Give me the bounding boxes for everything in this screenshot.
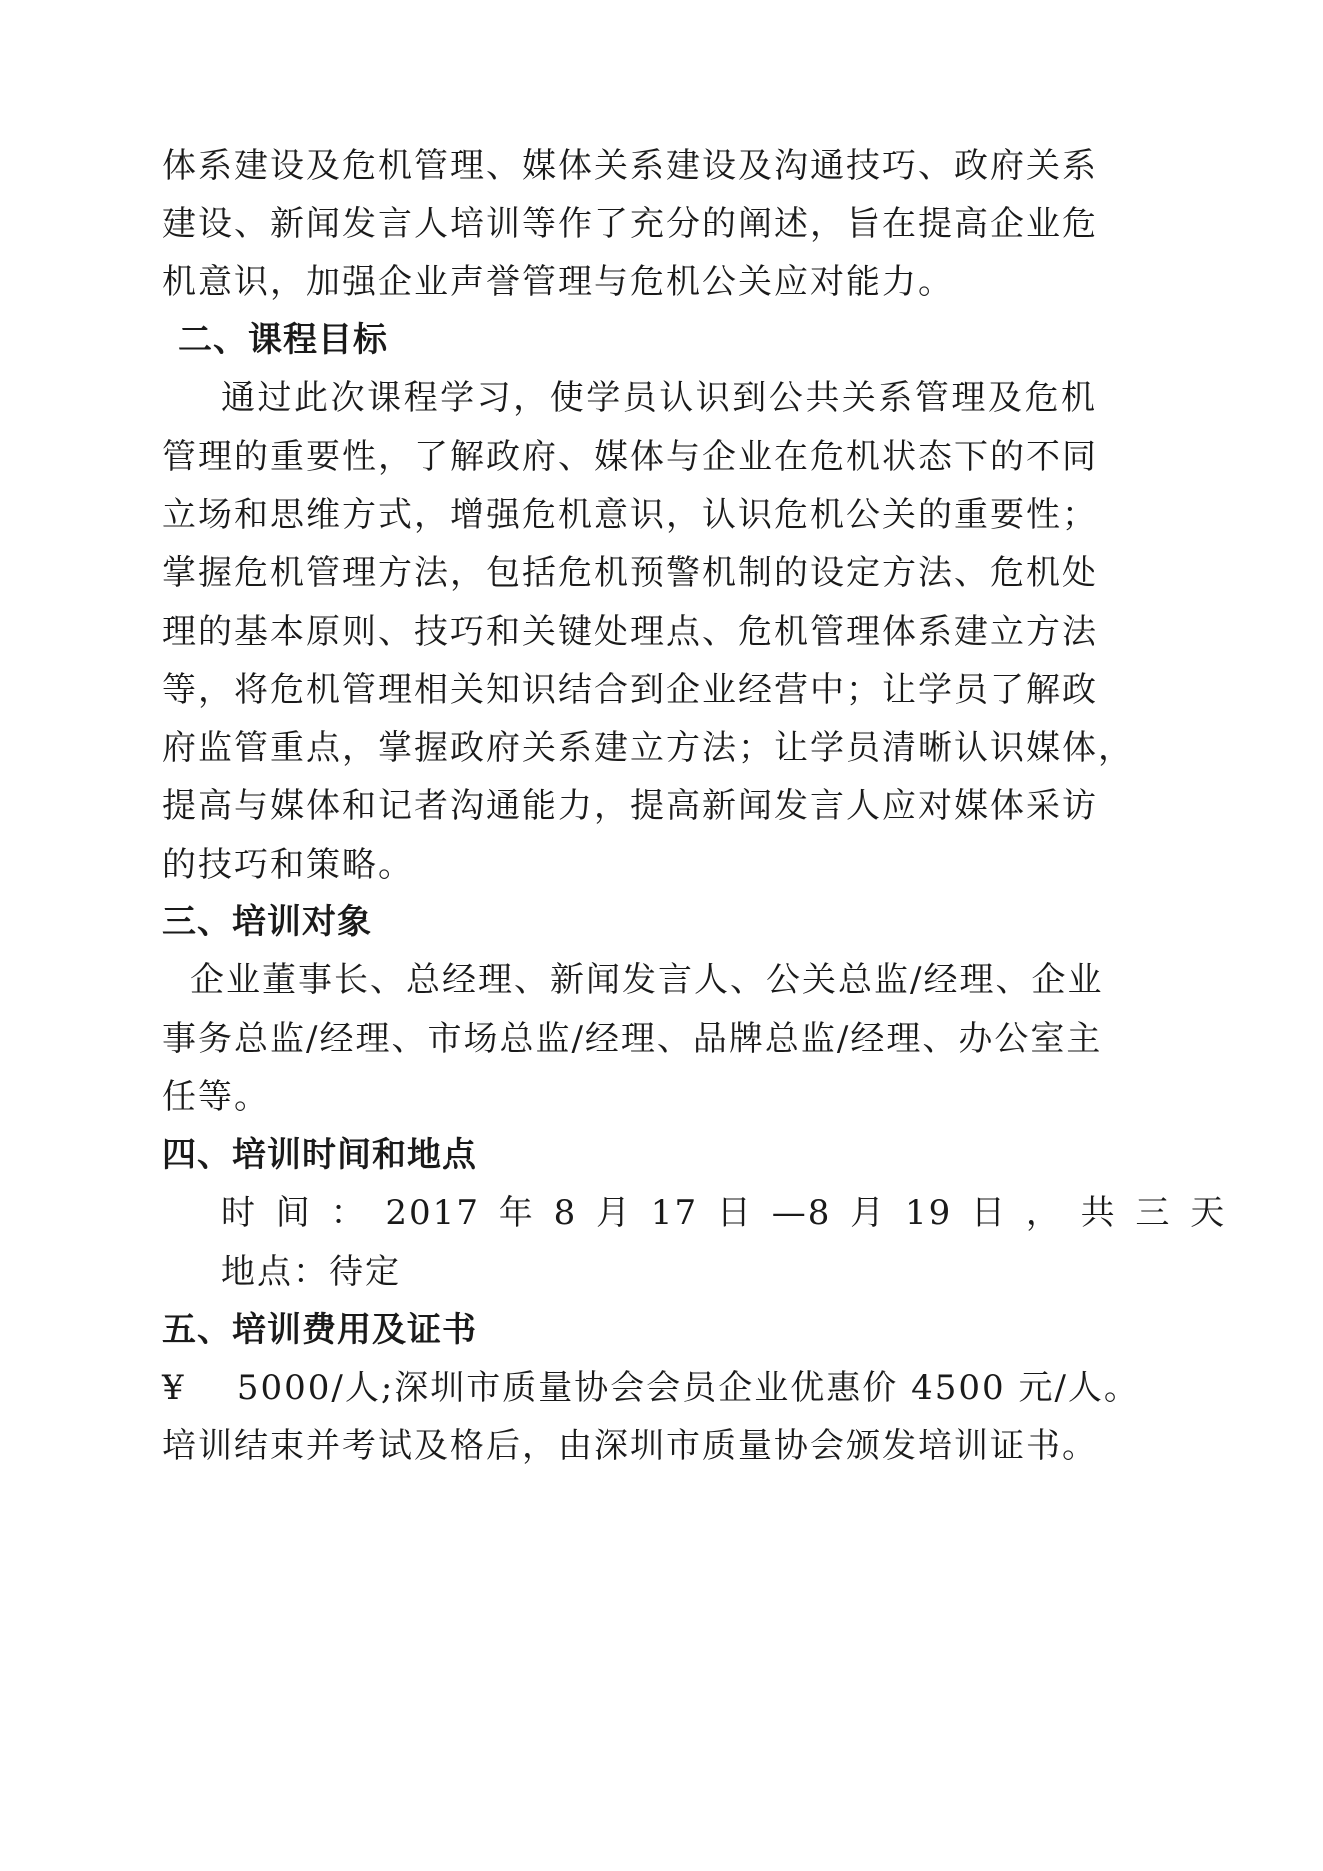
fees-line-2: 培训结束并考试及格后，由深圳市质量协会颁发培训证书。 bbox=[162, 1426, 1098, 1466]
intro-line-1: 体系建设及危机管理、媒体关系建设及沟通技巧、政府关系 bbox=[162, 146, 1098, 186]
goals-line-1: 通过此次课程学习，使学员认识到公共关系管理及危机 bbox=[221, 378, 1097, 418]
trainees-line-1: 企业董事长、总经理、新闻发言人、公关总监/经理、企业 bbox=[190, 960, 1104, 1000]
section-heading-course-goals: 二、课程目标 bbox=[178, 320, 388, 360]
goals-line-2: 管理的重要性，了解政府、媒体与企业在危机状态下的不同 bbox=[162, 437, 1098, 477]
trainees-line-3: 任等。 bbox=[162, 1077, 270, 1117]
goals-line-4: 掌握危机管理方法，包括危机预警机制的设定方法、危机处 bbox=[162, 553, 1098, 593]
training-place: 地点：待定 bbox=[221, 1252, 401, 1292]
training-time: 时 间 ： 2017 年 8 月 17 日 —8 月 19 日 ， 共 三 天 bbox=[221, 1193, 1227, 1233]
goals-line-8: 提高与媒体和记者沟通能力，提高新闻发言人应对媒体采访 bbox=[162, 786, 1098, 826]
goals-line-3: 立场和思维方式，增强危机意识，认识危机公关的重要性； bbox=[162, 495, 1098, 535]
intro-line-3: 机意识，加强企业声誉管理与危机公关应对能力。 bbox=[162, 262, 954, 302]
section-heading-time-place: 四、培训时间和地点 bbox=[162, 1135, 477, 1175]
goals-line-9: 的技巧和策略。 bbox=[162, 845, 414, 885]
goals-line-6: 等，将危机管理相关知识结合到企业经营中；让学员了解政 bbox=[162, 670, 1098, 710]
intro-line-2: 建设、新闻发言人培训等作了充分的阐述，旨在提高企业危 bbox=[162, 204, 1098, 244]
goals-line-7: 府监管重点，掌握政府关系建立方法；让学员清晰认识媒体， bbox=[162, 728, 1134, 768]
section-heading-fees: 五、培训费用及证书 bbox=[162, 1310, 477, 1350]
goals-line-5: 理的基本原则、技巧和关键处理点、危机管理体系建立方法 bbox=[162, 612, 1098, 652]
trainees-line-2: 事务总监/经理、市场总监/经理、品牌总监/经理、办公室主 bbox=[162, 1019, 1103, 1059]
section-heading-trainees: 三、培训对象 bbox=[162, 902, 372, 942]
fees-line-1: ¥ 5000/人;深圳市质量协会会员企业优惠价 4500 元/人。 bbox=[162, 1368, 1140, 1408]
